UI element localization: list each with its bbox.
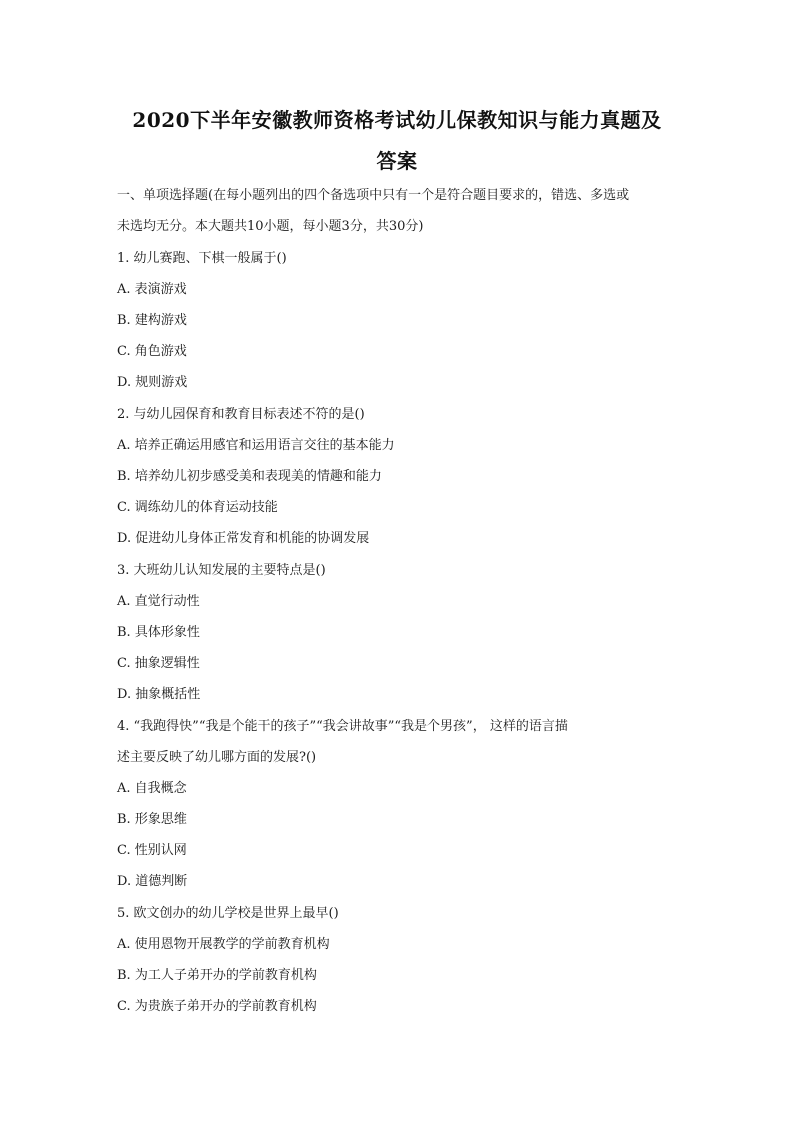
- question-3-option-c: C. 抽象逻辑性: [117, 656, 200, 671]
- section-intro-line-2: 未选均无分。本大题共10小题，每小题3分，共30分): [117, 219, 424, 234]
- document-title-line-2: 答案: [376, 149, 418, 173]
- section-intro-line-1: 一、单项选择题(在每小题列出的四个备选项中只有一个是符合题目要求的，错选、多选或: [117, 188, 630, 203]
- question-2-option-c: C. 调练幼儿的体育运动技能: [117, 500, 278, 515]
- question-3-stem: 3. 大班幼儿认知发展的主要特点是(): [117, 563, 326, 578]
- document-title-line-1: 2020下半年安徽教师资格考试幼儿保教知识与能力真题及: [132, 108, 662, 132]
- question-3-option-d: D. 抽象概括性: [117, 687, 201, 702]
- question-4-stem-line-2: 述主要反映了幼儿哪方面的发展?(): [117, 750, 317, 765]
- question-2-option-b: B. 培养幼儿初步感受美和表现美的情趣和能力: [117, 469, 382, 484]
- question-5-option-b: B. 为工人子弟开办的学前教育机构: [117, 968, 317, 983]
- question-3-option-b: B. 具体形象性: [117, 625, 200, 640]
- question-5-option-c: C. 为贵族子弟开办的学前教育机构: [117, 999, 317, 1014]
- question-2-stem: 2. 与幼儿园保育和教育目标表述不符的是(): [117, 407, 365, 422]
- question-1-option-c: C. 角色游戏: [117, 344, 187, 359]
- question-1-option-d: D. 规则游戏: [117, 375, 188, 390]
- question-4-stem-line-1: 4. “我跑得快”“我是个能干的孩子”“我会讲故事”“我是个男孩”， 这样的语言描: [117, 719, 568, 734]
- question-2-option-a: A. 培养正确运用感官和运用语言交往的基本能力: [117, 438, 395, 453]
- question-2-option-d: D. 促进幼儿身体正常发育和机能的协调发展: [117, 531, 370, 546]
- question-3-option-a: A. 直觉行动性: [117, 594, 200, 609]
- question-1-stem: 1. 幼儿赛跑、下棋一般属于(): [117, 251, 287, 266]
- question-4-option-b: B. 形象思维: [117, 812, 187, 827]
- question-4-option-a: A. 自我概念: [117, 781, 187, 796]
- question-5-option-a: A. 使用恩物开展教学的学前教育机构: [117, 937, 330, 952]
- question-1-option-b: B. 建构游戏: [117, 313, 187, 328]
- question-5-stem: 5. 欧文创办的幼儿学校是世界上最早(): [117, 906, 339, 921]
- question-4-option-d: D. 道德判断: [117, 874, 188, 889]
- question-1-option-a: A. 表演游戏: [117, 282, 187, 297]
- question-4-option-c: C. 性别认网: [117, 843, 187, 858]
